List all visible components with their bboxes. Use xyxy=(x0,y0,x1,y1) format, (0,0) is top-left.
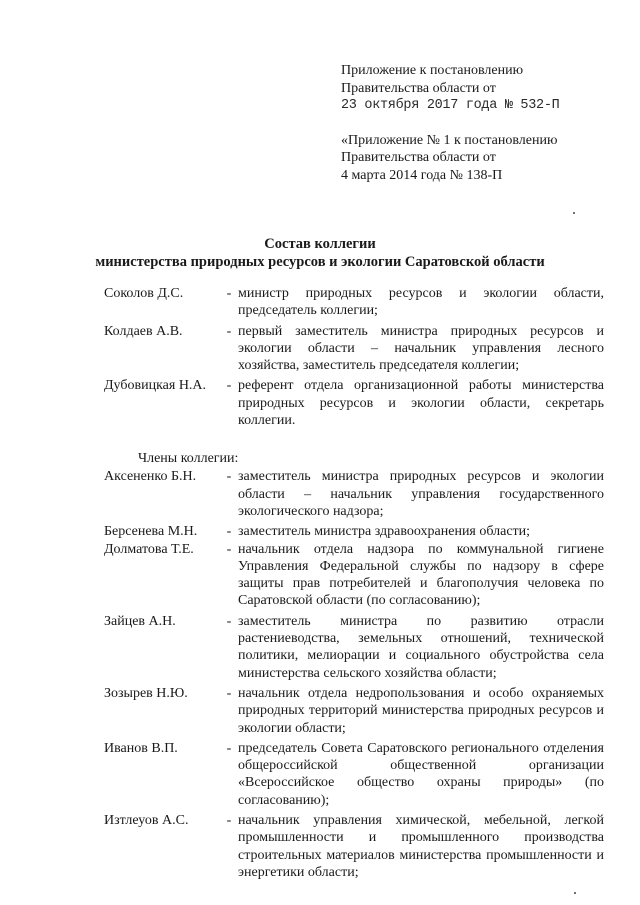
member-position: начальник отдела недропользования и особо охраняемых природных территорий министерства природных ресурсов и экологии области; xyxy=(238,685,604,736)
header-line-2: Правительства области от xyxy=(341,80,496,96)
member-row xyxy=(104,812,604,881)
member-row xyxy=(104,285,604,320)
dash-separator: - xyxy=(226,286,232,301)
member-row xyxy=(104,613,604,682)
member-position: министр природных ресурсов и экологии области, председатель коллегии; xyxy=(238,286,604,319)
member-name: Зайцев А.Н. xyxy=(104,613,176,629)
member-position: начальник управления химической, мебельной, легкой промышленности и промышленного производства строительных материалов министерства промышленности и энергетики области; xyxy=(238,813,604,880)
board-composition xyxy=(104,285,604,881)
dash-separator: - xyxy=(226,740,232,756)
member-name: Колдаев А.В. xyxy=(104,323,183,339)
title-line-2: министерства природных ресурсов и экологии Саратовской области xyxy=(95,254,545,270)
document-title xyxy=(0,235,640,271)
dash-separator: - xyxy=(226,813,232,829)
header-line-1: Приложение к постановлению xyxy=(341,63,524,78)
dash-separator: - xyxy=(226,378,232,394)
member-position: заместитель министра природных ресурсов и экологии области – начальник управления государственного экологического надзора; xyxy=(238,469,604,519)
member-position: председатель Совета Саратовского регионального отделения общероссийской общественной организации «Всероссийское общество охраны природы» (по согласованию); xyxy=(238,740,604,808)
dash-separator: - xyxy=(226,524,232,540)
dash-separator: - xyxy=(226,323,232,339)
member-position: заместитель министра по развитию отрасли растениеводства, земельных отношений, технической политики, мелиорации и социального обустройства села министерства сельского хозяйства области; xyxy=(238,613,604,681)
header-date-line: 23 октября 2017 года № 532-П xyxy=(341,98,560,113)
member-position: первый заместитель министра природных ресурсов и экологии области – начальник управления лесного хозяйства, заместитель председателя коллегии; xyxy=(238,323,604,374)
member-row xyxy=(104,468,604,520)
dash-separator: - xyxy=(226,685,232,701)
member-position: начальник отдела надзора по коммунальной гигиене Управления Федеральной службы по надзору в сфере защиты прав потребителей и благополучия человека по Саратовской области (по согласованию); xyxy=(238,541,604,609)
header-line-4: «Приложение № 1 к постановлению xyxy=(341,132,558,148)
appendix-header xyxy=(341,62,626,184)
header-line-6: 4 марта 2014 года № 138-П xyxy=(341,167,503,183)
member-row xyxy=(104,740,604,809)
members-section-label: Члены коллегии: xyxy=(138,451,239,467)
member-name: Аксененко Б.Н. xyxy=(104,469,197,485)
member-row xyxy=(104,685,604,737)
scan-speck xyxy=(573,212,575,214)
member-position: заместитель министра здравоохранения области; xyxy=(238,524,531,540)
member-name: Соколов Д.С. xyxy=(104,286,184,301)
member-name: Изтлеуов А.С. xyxy=(104,813,189,829)
header-spacer xyxy=(341,115,626,132)
member-row xyxy=(104,323,604,375)
member-position: референт отдела организационной работы министерства природных ресурсов и экологии области, секретарь коллегии. xyxy=(238,378,604,429)
dash-separator: - xyxy=(226,469,232,485)
member-name: Берсенева М.Н. xyxy=(104,524,198,540)
dash-separator: - xyxy=(226,541,232,557)
member-name: Зозырев Н.Ю. xyxy=(104,685,188,701)
header-line-5: Правительства области от xyxy=(341,150,496,165)
scan-speck xyxy=(574,892,576,894)
member-name: Долматова Т.Е. xyxy=(104,541,194,557)
member-name: Иванов В.П. xyxy=(104,740,178,756)
dash-separator: - xyxy=(226,613,232,629)
member-row xyxy=(104,377,604,429)
title-line-1: Состав коллегии xyxy=(264,236,376,252)
member-row xyxy=(104,541,604,610)
member-name: Дубовицкая Н.А. xyxy=(104,378,207,394)
member-row xyxy=(104,523,604,540)
